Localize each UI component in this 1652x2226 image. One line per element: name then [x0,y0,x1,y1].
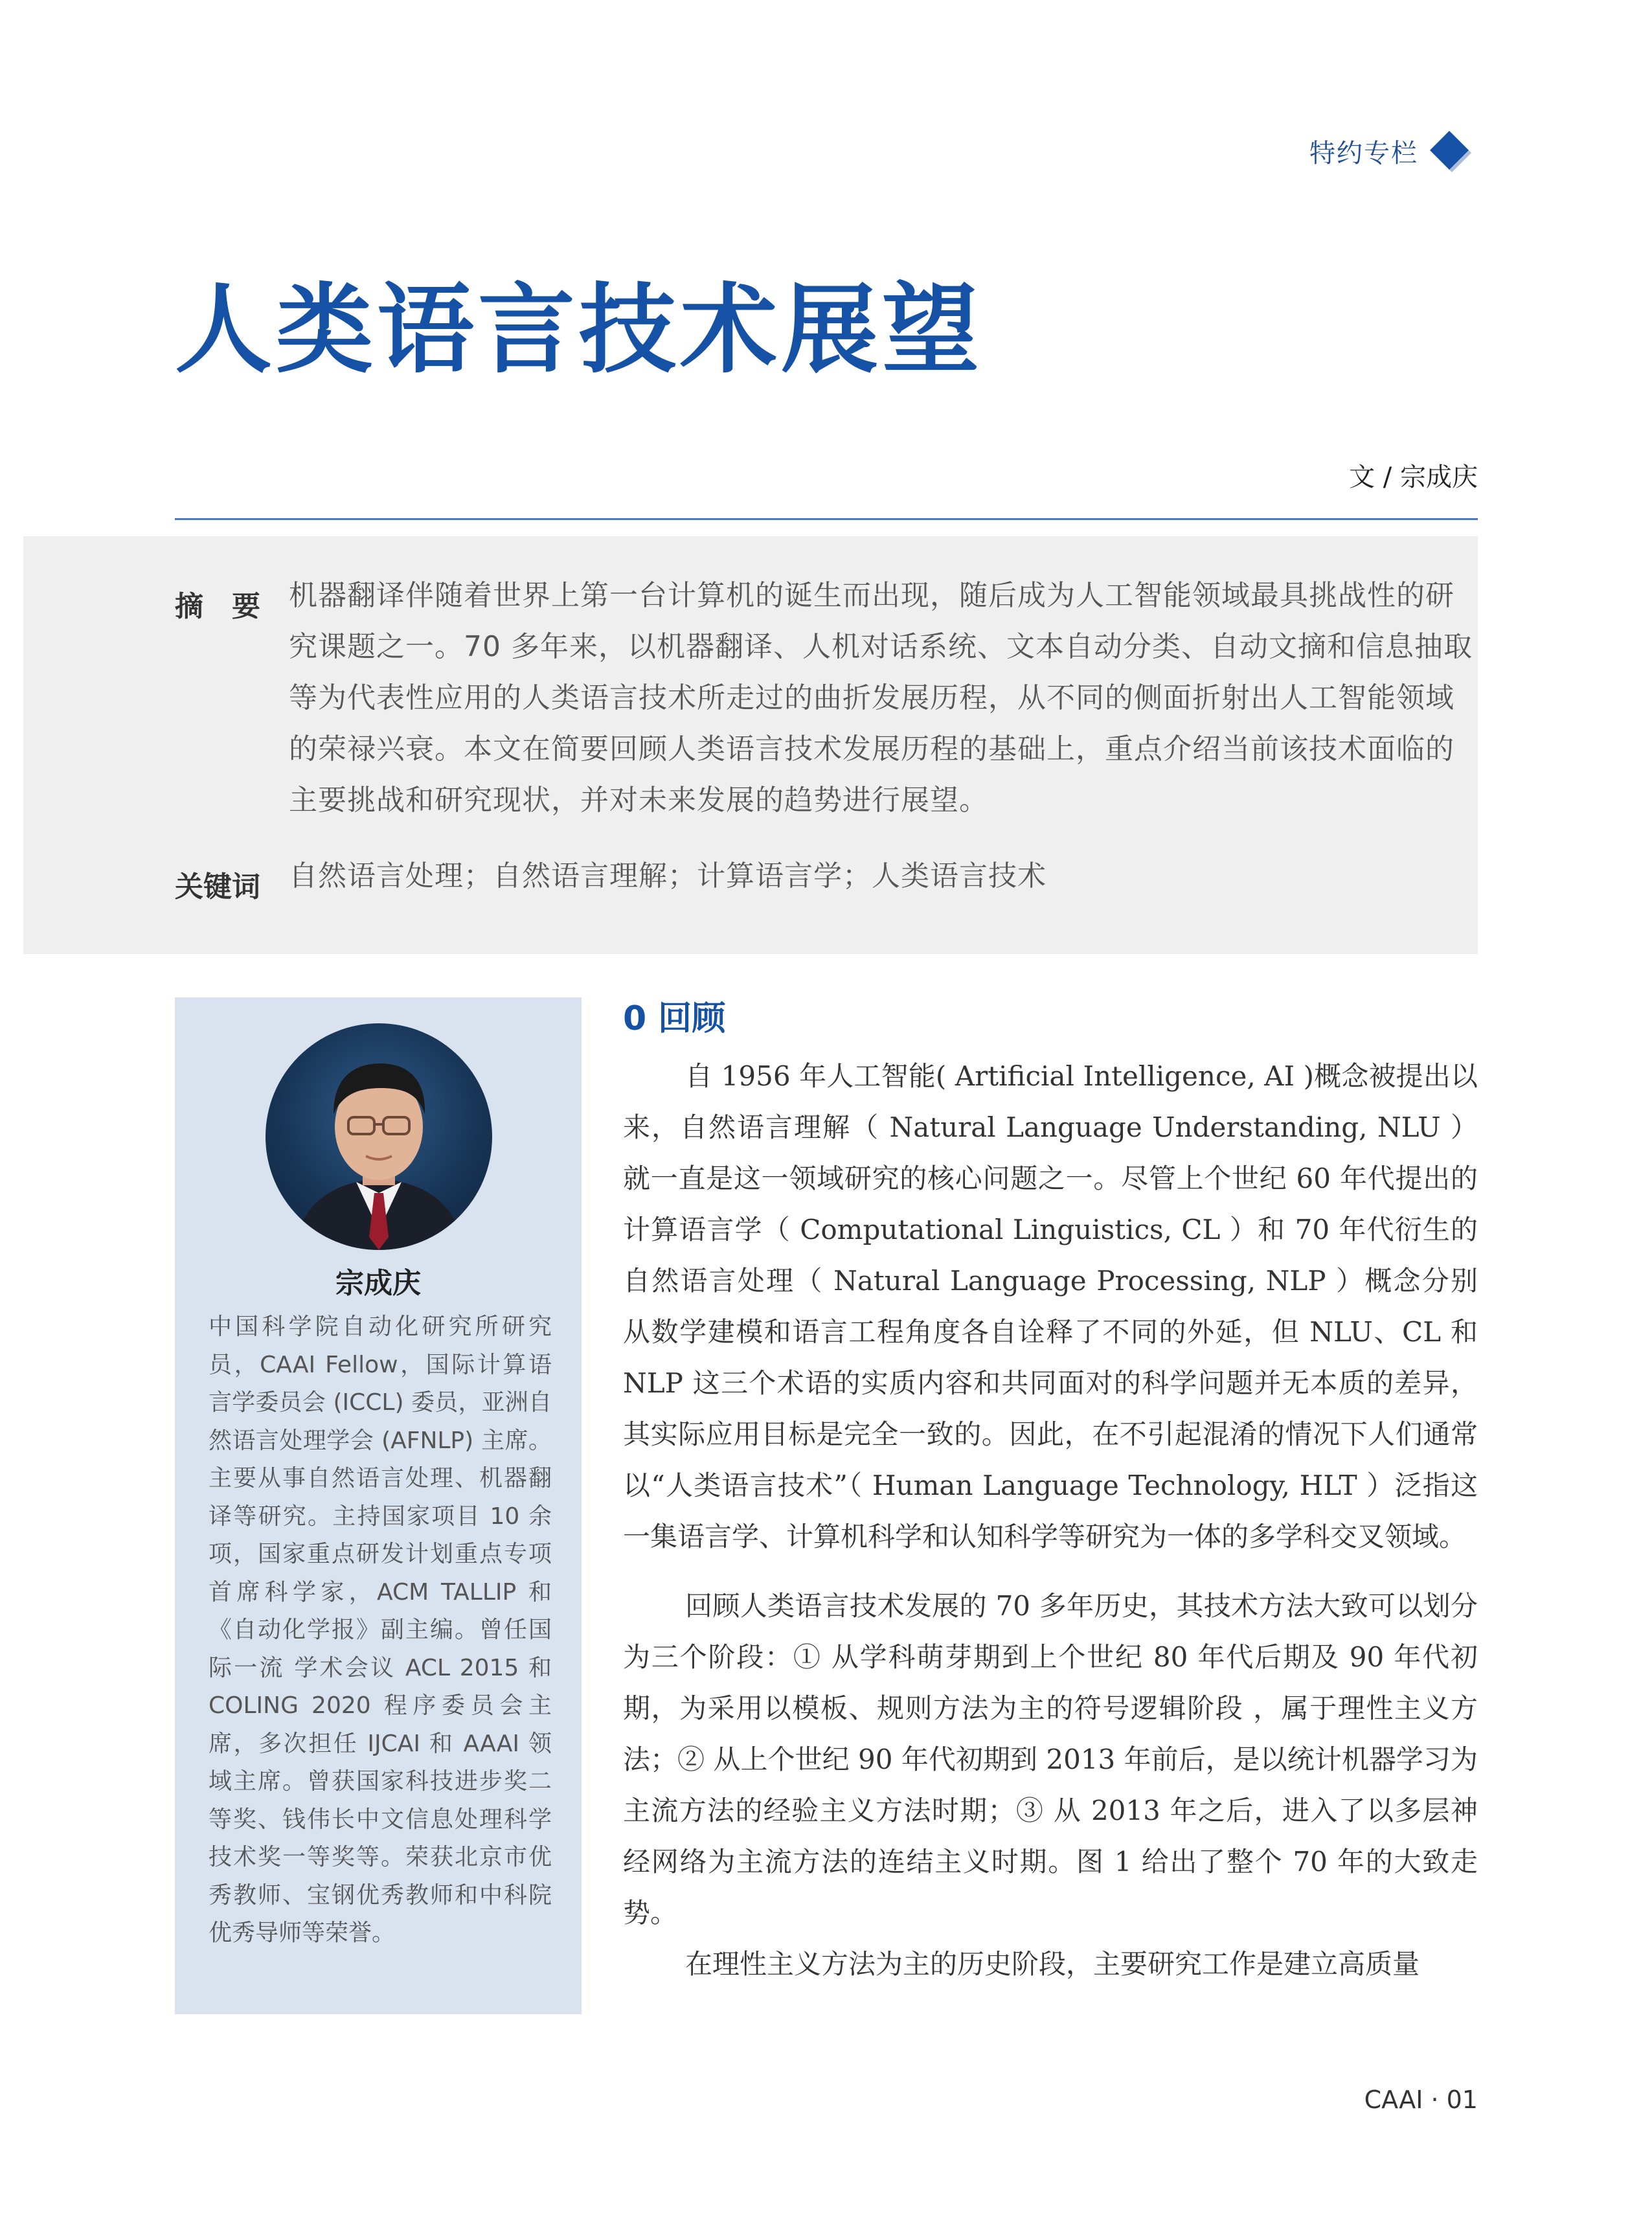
body-paragraph: 回顾人类语言技术发展的 70 多年历史，其技术方法大致可以划分为三个阶段：① 从学科萌芽期到上个世纪 80 年代后期及 90 年代初期，为采用以模板、规则方法为主的符号逻辑阶段 ，属于理性主义方法；② 从上个世纪 90 年代初期到 2013 年前后，是以统计机器学习为主流方法的经验主义方法时期；③ 从 2013 年之后，进入了以多层神经网络为主流方法的连结主义时期。图 1 给出了整个 70 年的大致走势。 [623,1590,1478,1929]
title-divider [175,518,1478,520]
keywords-text: 自然语言处理；自然语言理解；计算语言学；人类语言技术 [289,859,1047,892]
diamond-icon [1430,131,1475,176]
section-tag: 特约专栏 [1309,139,1418,168]
page-number: CAAI · 01 [1364,2085,1478,2114]
section-heading: 0 回顾 [623,999,726,1038]
abstract-label: 摘 要 [175,590,260,623]
author-bio: 中国科学院自动化研究所研究员，CAAI Fellow，国际计算语言学委员会 (ICCL) 委员，亚洲自然语言处理学会 (AFNLP) 主席。主要从事自然语言处理、机器翻译等研究。主持国家项目 10 余项，国家重点研发计划重点专项首席科学家，ACM TALLIP 和《自动化学报》副主编。曾任国际一流 学术会议 ACL 2015 和 COLING 2020 程序委员会主席，多次担任 IJCAI 和 AAAI 领域主席。曾获国家科技进步奖二等奖、钱伟长中文信息处理科学技术奖一等奖等。荣获北京市优秀教师、宝钢优秀教师和中科院优秀导师等荣誉。 [209,1313,552,1946]
body-paragraph: 自 1956 年人工智能( Artificial Intelligence, AI )概念被提出以来，自然语言理解（ Natural Language Understanding, NLU ）就一直是这一领域研究的核心问题之一。尽管上个世纪 60 年代提出的计算语言学（ Computational Linguistics, CL ）和 70 年代衍生的自然语言处理（ Natural Language Processing, NLP ）概念分别从数学建模和语言工程角度各自诠释了不同的外延，但 NLU、CL 和 NLP 这三个术语的实质内容和共同面对的科学问题并无本质的差异，其实际应用目标是完全一致的。因此，在不引起混淆的情况下人们通常以“人类语言技术”（ Human Language Technology, HLT ）泛指这一集语言学、计算机科学和认知科学等研究为一体的多学科交叉领域。 [623,1060,1478,1552]
author-name: 宗成庆 [335,1267,421,1300]
keywords-label: 关键词 [175,870,260,903]
article-title: 人类语言技术展望 [175,274,984,387]
byline: 文 / 宗成庆 [1349,462,1478,492]
abstract-text: 机器翻译伴随着世界上第一台计算机的诞生而出现，随后成为人工智能领域最具挑战性的研究课题之一。70 多年来，以机器翻译、人机对话系统、文本自动分类、自动文摘和信息抽取等为代表性应用的人类语言技术所走过的曲折发展历程，从不同的侧面折射出人工智能领域的荣禄兴衰。本文在简要回顾人类语言技术发展历程的基础上，重点介绍当前该技术面临的主要挑战和研究现状，并对未来发展的趋势进行展望。 [289,579,1473,817]
body-paragraph: 在理性主义方法为主的历史阶段，主要研究工作是建立高质量 [685,1948,1420,1980]
abstract-box [23,536,1478,954]
author-avatar [266,1023,492,1250]
